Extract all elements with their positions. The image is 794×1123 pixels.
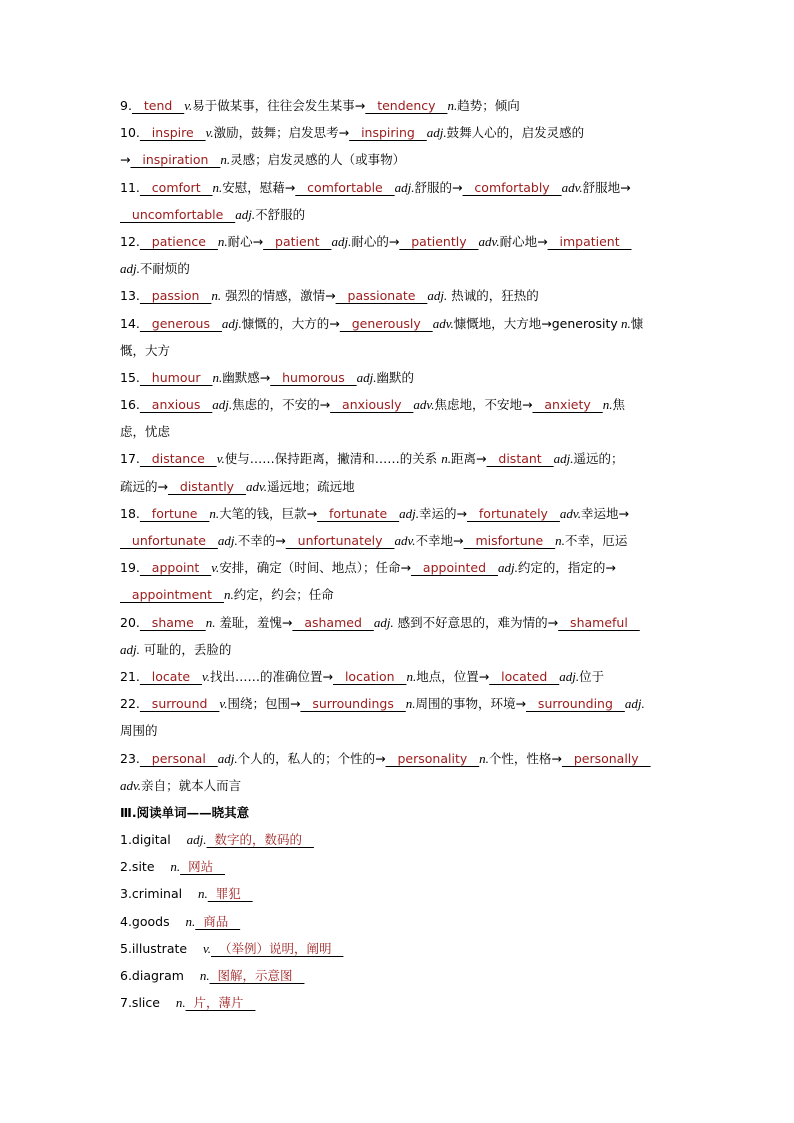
definition-text: 慷慨地，大方地→generosity bbox=[453, 315, 618, 331]
definition-text: 耐心→ bbox=[227, 233, 264, 249]
item-number: 10. bbox=[120, 125, 140, 141]
item-number: 14. bbox=[120, 315, 140, 331]
part-of-speech: adj. bbox=[186, 832, 207, 848]
definition-text: 鼓舞人心的，启发灵感的 bbox=[446, 125, 585, 141]
part-of-speech: n. bbox=[205, 614, 216, 630]
part-of-speech: adj. bbox=[331, 233, 352, 249]
part-of-speech: adj. bbox=[356, 369, 377, 385]
definition-text: 幽默感→ bbox=[222, 369, 271, 385]
part-of-speech: n. bbox=[209, 505, 220, 521]
exercise-line bbox=[120, 282, 680, 309]
part-of-speech: v. bbox=[205, 125, 214, 141]
part-of-speech: adj. bbox=[624, 696, 645, 712]
definition-text: 不幸地→ bbox=[415, 533, 464, 548]
answer-blank: tendency bbox=[365, 98, 448, 113]
part-of-speech: adj. bbox=[497, 560, 518, 576]
exercise-line bbox=[120, 772, 680, 799]
answer-blank: distant bbox=[486, 451, 554, 467]
answer-blank: comfortable bbox=[295, 179, 395, 195]
definition-text: 亲自；就本人而言 bbox=[141, 777, 242, 793]
item-number: 15. bbox=[120, 369, 140, 385]
reading-word: 5.illustrate bbox=[120, 940, 203, 956]
reading-word: 1.digital bbox=[120, 832, 187, 848]
part-of-speech: adv. bbox=[478, 233, 500, 249]
item-number: 23. bbox=[120, 750, 140, 766]
definition-text: 焦虑的，不安的→ bbox=[232, 397, 331, 413]
exercise-line bbox=[120, 146, 680, 173]
meaning-answer: 图解，示意图 bbox=[209, 968, 305, 983]
exercise-line bbox=[120, 119, 680, 146]
definition-text: 不幸的→ bbox=[237, 533, 286, 548]
reading-word-line bbox=[120, 826, 680, 853]
item-number: 19. bbox=[120, 560, 140, 576]
definition-text: 虑，忧虑 bbox=[120, 424, 171, 440]
exercise-line bbox=[120, 174, 680, 201]
reading-word-line bbox=[120, 935, 680, 962]
reading-word: 4.goods bbox=[120, 913, 186, 929]
exercise-line bbox=[120, 581, 680, 608]
part-of-speech: n. bbox=[447, 98, 458, 113]
part-of-speech: v. bbox=[202, 940, 212, 956]
reading-word-line bbox=[120, 853, 680, 880]
answer-blank: location bbox=[333, 668, 407, 684]
part-of-speech: n. bbox=[555, 533, 565, 548]
exercise-line bbox=[120, 201, 680, 228]
word-family-exercise bbox=[120, 92, 680, 799]
answer-blank: humorous bbox=[270, 369, 357, 385]
exercise-line bbox=[120, 745, 680, 772]
item-number: 17. bbox=[120, 451, 140, 467]
part-of-speech: adj. bbox=[217, 750, 238, 766]
part-of-speech: adv. bbox=[394, 533, 416, 548]
part-of-speech: adv. bbox=[413, 397, 435, 413]
part-of-speech: v. bbox=[201, 668, 211, 684]
answer-blank: inspiring bbox=[349, 125, 427, 141]
exercise-line bbox=[120, 636, 680, 663]
definition-text: 约定的，指定的→ bbox=[517, 560, 616, 576]
definition-text: 焦 bbox=[612, 397, 625, 413]
definition-text: 耐心地→ bbox=[499, 233, 548, 249]
definition-text: 激励，鼓舞；启发思考→ bbox=[213, 125, 350, 141]
answer-blank: shame bbox=[139, 614, 206, 630]
part-of-speech: n. bbox=[479, 750, 489, 766]
part-of-speech: adj. bbox=[120, 261, 140, 277]
part-of-speech: v. bbox=[184, 98, 193, 113]
part-of-speech: adv. bbox=[432, 315, 454, 331]
exercise-line bbox=[120, 663, 680, 690]
answer-blank: comfortably bbox=[462, 179, 562, 195]
definition-text: 使与……保持距离，撇清和……的关系 bbox=[224, 451, 442, 467]
definition-text: 不幸，厄运 bbox=[564, 533, 628, 548]
part-of-speech: n. bbox=[212, 179, 223, 195]
answer-blank: personal bbox=[139, 750, 218, 766]
definition-text: 强烈的情感，激情→ bbox=[221, 288, 336, 304]
definition-text: 热诚的，狂热的 bbox=[447, 288, 539, 304]
definition-text: 羞耻，羞愧→ bbox=[215, 614, 293, 630]
part-of-speech: adj. bbox=[553, 451, 574, 467]
item-number: 12. bbox=[120, 233, 140, 249]
section-heading: Ⅲ.阅读单词——晓其意 bbox=[120, 804, 250, 820]
item-number: 21. bbox=[120, 668, 140, 684]
answer-blank: passionate bbox=[335, 288, 428, 304]
reading-word-line bbox=[120, 989, 680, 1016]
definition-text: 焦虑地，不安地→ bbox=[434, 397, 533, 413]
reading-word-line bbox=[120, 880, 680, 907]
definition-text: 感到不好意思的，难为情的→ bbox=[393, 614, 559, 630]
answer-blank: patience bbox=[139, 233, 218, 249]
definition-text: 地点，位置→ bbox=[416, 668, 490, 684]
item-number: 9. bbox=[120, 98, 132, 113]
answer-blank: patiently bbox=[399, 233, 479, 249]
definition-text: 可耻的，丢脸的 bbox=[139, 641, 232, 657]
answer-blank: misfortune bbox=[463, 533, 556, 548]
answer-blank: shameful bbox=[558, 614, 640, 630]
exercise-line bbox=[120, 554, 680, 581]
worksheet-page bbox=[120, 92, 680, 1016]
definition-text: 灵感；启发灵感的人（或事物） bbox=[230, 152, 406, 168]
definition-text: 位于 bbox=[579, 668, 605, 684]
part-of-speech: adj. bbox=[120, 641, 140, 657]
part-of-speech: adj. bbox=[235, 206, 256, 222]
part-of-speech: v. bbox=[216, 451, 225, 467]
meaning-answer: 罪犯 bbox=[207, 886, 253, 902]
reading-word: 2.site bbox=[120, 859, 171, 875]
answer-blank: locate bbox=[139, 668, 202, 684]
answer-blank: ashamed bbox=[292, 614, 374, 630]
part-of-speech: adv. bbox=[561, 179, 583, 195]
answer-blank: anxiety bbox=[532, 397, 603, 413]
part-of-speech: n. bbox=[211, 288, 222, 304]
definition-text: 慷 bbox=[630, 315, 644, 331]
part-of-speech: n. bbox=[224, 587, 234, 603]
definition-text: 安慰，慰藉→ bbox=[222, 179, 296, 195]
definition-text: 耐心的→ bbox=[351, 233, 400, 249]
answer-blank: generously bbox=[339, 315, 433, 331]
definition-text: 舒服的→ bbox=[414, 179, 463, 195]
definition-text: 找出……的准确位置→ bbox=[210, 668, 334, 684]
part-of-speech: adj. bbox=[217, 533, 238, 548]
part-of-speech: adj. bbox=[212, 397, 233, 413]
definition-text: 围绕；包围→ bbox=[227, 696, 301, 712]
definition-text: 遥远的； bbox=[573, 451, 624, 467]
answer-blank: generous bbox=[139, 315, 222, 331]
part-of-speech: n. bbox=[170, 859, 181, 875]
item-number: 20. bbox=[120, 614, 140, 630]
answer-blank: fortunately bbox=[466, 505, 560, 521]
definition-text: 趋势；倾向 bbox=[457, 98, 520, 113]
part-of-speech: n. bbox=[199, 968, 210, 983]
part-of-speech: adv. bbox=[120, 777, 142, 793]
answer-blank: uncomfortable bbox=[120, 206, 236, 222]
exercise-line bbox=[120, 717, 680, 744]
reading-word: 3.criminal bbox=[120, 886, 199, 902]
answer-blank: unfortunately bbox=[285, 533, 395, 548]
meaning-answer: 数字的，数码的 bbox=[206, 832, 314, 848]
meaning-answer: （举例）说明，阐明 bbox=[211, 940, 344, 956]
answer-blank: fortune bbox=[139, 505, 210, 521]
reading-word: 6.diagram bbox=[120, 968, 200, 983]
answer-blank: appointment bbox=[120, 587, 225, 603]
definition-text: 舒服地→ bbox=[582, 179, 631, 195]
part-of-speech: adj. bbox=[426, 125, 447, 141]
definition-text: 约定，约会；任命 bbox=[233, 587, 334, 603]
answer-blank: appointed bbox=[411, 560, 498, 576]
exercise-line bbox=[120, 473, 680, 500]
definition-text: 个人的，私人的；个性的→ bbox=[237, 750, 386, 766]
answer-blank: passion bbox=[139, 288, 212, 304]
part-of-speech: n. bbox=[220, 152, 231, 168]
meaning-answer: 片，薄片 bbox=[185, 995, 256, 1011]
answer-blank: distance bbox=[139, 451, 217, 467]
item-number: 13. bbox=[120, 288, 140, 304]
part-of-speech: n. bbox=[175, 995, 186, 1011]
part-of-speech: adj. bbox=[559, 668, 580, 684]
part-of-speech: adv. bbox=[559, 505, 581, 521]
exercise-line bbox=[120, 391, 680, 418]
definition-text: 安排，确定（时间、地点）；任命→ bbox=[219, 560, 412, 576]
answer-blank: surroundings bbox=[300, 696, 406, 712]
answer-blank: unfortunate bbox=[120, 533, 218, 548]
answer-blank: tend bbox=[131, 98, 185, 113]
answer-blank: personally bbox=[561, 750, 651, 766]
item-number: 22. bbox=[120, 696, 140, 712]
part-of-speech: v. bbox=[219, 696, 228, 712]
part-of-speech: adj. bbox=[399, 505, 419, 521]
reading-word: 7.slice bbox=[120, 995, 176, 1011]
part-of-speech: n. bbox=[405, 696, 416, 712]
meaning-answer: 商品 bbox=[195, 913, 241, 929]
answer-blank: appoint bbox=[139, 560, 212, 576]
definition-text: 慨，大方 bbox=[120, 342, 171, 358]
exercise-line bbox=[120, 527, 680, 554]
definition-text: 幽默的 bbox=[376, 369, 415, 385]
item-number: 11. bbox=[120, 179, 140, 195]
answer-blank: fortunate bbox=[317, 505, 400, 521]
item-number: 16. bbox=[120, 397, 140, 413]
exercise-line bbox=[120, 364, 680, 391]
part-of-speech: v. bbox=[211, 560, 220, 576]
definition-text: → bbox=[120, 152, 131, 168]
part-of-speech: adj. bbox=[427, 288, 448, 304]
answer-blank: surrounding bbox=[526, 696, 625, 712]
definition-text: 疏远的→ bbox=[120, 478, 168, 494]
definition-text: 个性，性格→ bbox=[488, 750, 562, 766]
part-of-speech: adj. bbox=[394, 179, 415, 195]
reading-word-line bbox=[120, 908, 680, 935]
definition-text: 慷慨的，大方的→ bbox=[241, 315, 340, 331]
answer-blank: humour bbox=[139, 369, 213, 385]
exercise-line bbox=[120, 228, 680, 255]
exercise-line bbox=[120, 92, 680, 119]
part-of-speech: n. bbox=[212, 369, 223, 385]
exercise-line bbox=[120, 337, 680, 364]
part-of-speech: n. bbox=[217, 233, 228, 249]
exercise-line bbox=[120, 255, 680, 282]
definition-text: 幸运地→ bbox=[580, 505, 629, 521]
answer-blank: inspiration bbox=[130, 152, 221, 168]
definition-text: 幸运的→ bbox=[419, 505, 467, 521]
part-of-speech: n. bbox=[198, 886, 208, 902]
exercise-line bbox=[120, 500, 680, 527]
meaning-answer: 网站 bbox=[180, 859, 226, 875]
answer-blank: distantly bbox=[167, 478, 246, 494]
reading-vocabulary-list bbox=[120, 826, 680, 1016]
item-number: 18. bbox=[120, 505, 140, 521]
definition-text: 大笔的钱，巨款→ bbox=[219, 505, 318, 521]
part-of-speech: adj. bbox=[221, 315, 242, 331]
exercise-line bbox=[120, 609, 680, 636]
part-of-speech: n. bbox=[441, 451, 451, 467]
answer-blank: surround bbox=[139, 696, 220, 712]
exercise-line bbox=[120, 310, 680, 337]
answer-blank: patient bbox=[263, 233, 332, 249]
exercise-line bbox=[120, 418, 680, 445]
definition-text: 遥远地；疏远地 bbox=[267, 478, 355, 494]
answer-blank: located bbox=[489, 668, 560, 684]
answer-blank: personality bbox=[385, 750, 480, 766]
answer-blank: comfort bbox=[139, 179, 213, 195]
part-of-speech: adj. bbox=[373, 614, 394, 630]
part-of-speech: n. bbox=[617, 315, 631, 331]
part-of-speech: n. bbox=[602, 397, 613, 413]
definition-text: 距离→ bbox=[451, 451, 487, 467]
definition-text: 不耐烦的 bbox=[139, 261, 190, 277]
reading-word-line bbox=[120, 962, 680, 989]
definition-text: 不舒服的 bbox=[255, 206, 306, 222]
definition-text: 易于做某事，往往会发生某事→ bbox=[192, 98, 366, 113]
answer-blank: inspire bbox=[139, 125, 206, 141]
definition-text: 周围的事物，环境→ bbox=[415, 696, 527, 712]
answer-blank: anxious bbox=[139, 397, 213, 413]
answer-blank: anxiously bbox=[330, 397, 414, 413]
definition-text: 周围的 bbox=[120, 723, 158, 739]
exercise-line bbox=[120, 690, 680, 717]
part-of-speech: n. bbox=[406, 668, 417, 684]
part-of-speech: n. bbox=[185, 913, 196, 929]
part-of-speech: adv. bbox=[246, 478, 268, 494]
answer-blank: impatient bbox=[547, 233, 632, 249]
exercise-line bbox=[120, 445, 680, 472]
